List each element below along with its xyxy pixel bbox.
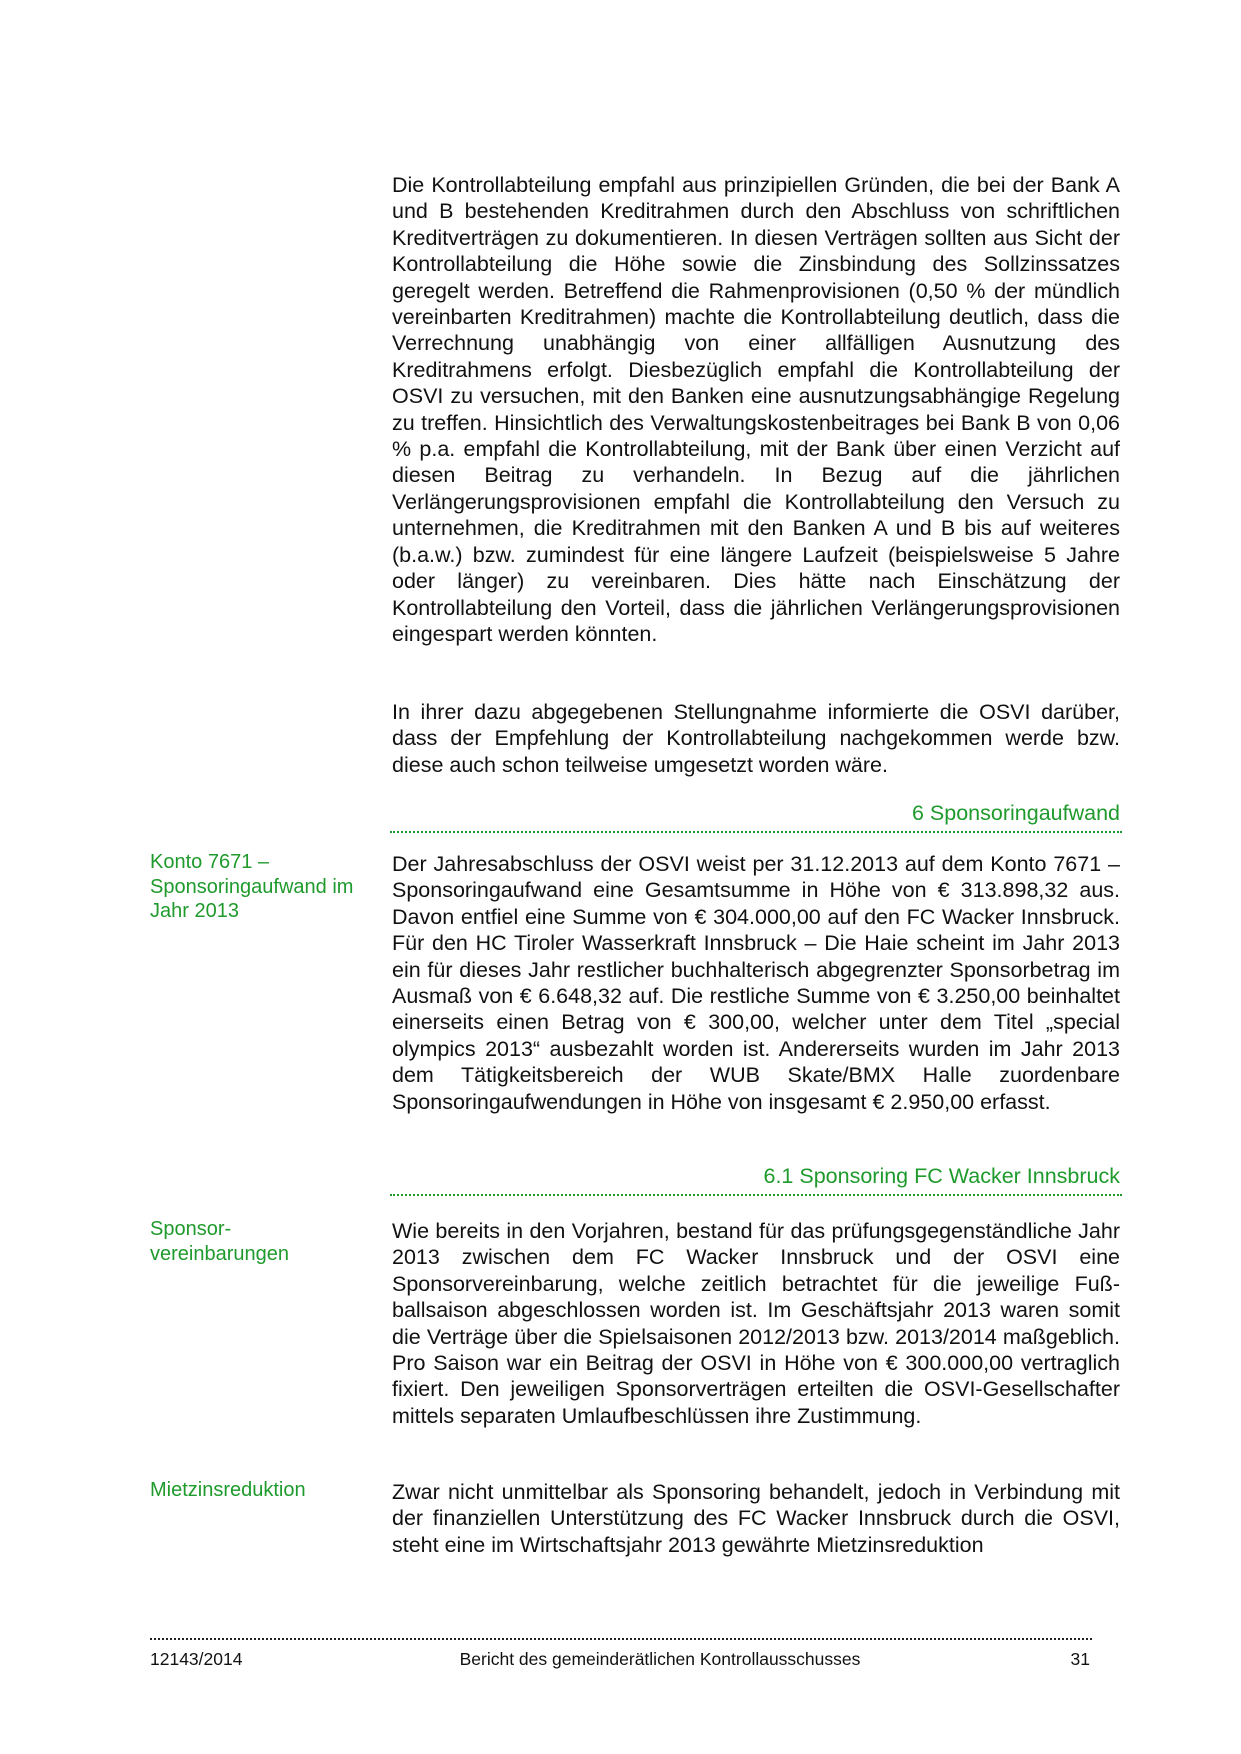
paragraph-stellungnahme: In ihrer dazu abgegebenen Stellungnahme informierte die OSVI darüber, dass der Empfehlung der Kontrollabteilung nachgekommen werde bzw. diese auch schon teilweise umgesetzt worden wäre. bbox=[392, 700, 1120, 777]
paragraph-sponsorvereinbarung: Wie bereits in den Vorjahren, bestand für das prüfungsgegenständliche Jahr 2013 zwischen dem FC Wacker Innsbruck und der OSVI eine Sponsorvereinbarung, welche zeitlich betrachtet für die jeweilige Fußballsaison abgeschlossen worden ist. Im Geschäftsjahr 2013 waren somit die Verträge über die Spielsaisonen 2012/2013 bzw. 2013/2014 maßgeblich. Pro Saison war ein Beitrag der OSVI in Höhe von € 300.000,00 vertraglich fixiert. Den jeweiligen Sponsorverträgen erteilten die OSVI-Gesellschafter mittels separaten Umlaufbeschlüssen ihre Zustimmung. bbox=[392, 1219, 1120, 1428]
margin-note-mietzinsreduktion: Mietzinsreduktion bbox=[150, 1479, 306, 1501]
paragraph-kreditrahmen: Die Kontrollabteilung empfahl aus prinzipiellen Gründen, die bei der Bank A und B bestehenden Kreditrahmen durch den Abschluss von schriftlichen Kreditverträgen zu dokumentieren. In diesen Verträgen sollten aus Sicht der Kontrollabteilung die Höhe sowie die Zinsbindung des Sollzinssatzes geregelt werden. Betreffend die Rahmenprovisionen (0,50 % der mündlich vereinbarten Kreditrahmen) machte die Kontrollabteilung deutlich, dass die Verrechnung unabhängig von einer allfälligen Ausnutzung des Kreditrahmens erfolgt. Diesbezüglich empfahl die Kontrollabteilung der OSVI zu versuchen, mit den Banken eine ausnutzungsabhängige Regelung zu treffen. Hinsichtlich des Verwaltungskostenbeitrages bei Bank B von 0,06 % p.a. empfahl die Kontrollabteilung, mit der Bank über einen Verzicht auf diesen Beitrag zu verhandeln. In Bezug auf die jährlichen Verlängerungsprovisionen empfahl die Kontrollabteilung den Versuch zu unternehmen, die Kreditrahmen mit den Banken A und B bis auf weiteres (b.a.w.) bzw. zumindest für eine längere Laufzeit (beispielsweise 5 Jahre oder länger) zu vereinbaren. Dies hätte nach Einschätzung der Kontrollabteilung den Vorteil, dass die jährlichen Verlängerungsprovisionen eingespart werden könnten. bbox=[392, 173, 1120, 646]
footer-report-title: Bericht des gemeinderätlichen Kontrollausschusses bbox=[459, 1649, 861, 1669]
footer-report-number: 12143/2014 bbox=[150, 1649, 243, 1669]
margin-note-sponsorvereinbarungen: Sponsorvereinbarungen bbox=[150, 1218, 289, 1265]
footer-divider bbox=[150, 1638, 1092, 1640]
footer-page-number: 31 bbox=[1070, 1649, 1090, 1669]
paragraph-mietzinsreduktion: Zwar nicht unmittelbar als Sponsoring behandelt, jedoch in Verbindung mit der finanziellen Unterstützung des FC Wacker Innsbruck durch die OSVI, steht eine im Wirtschaftsjahr 2013 gewährte Mietzinsreduktion bbox=[392, 1480, 1120, 1557]
section-6-1-heading: 6.1 Sponsoring FC Wacker Innsbruck bbox=[763, 1164, 1120, 1188]
section-6-divider bbox=[390, 831, 1122, 833]
margin-note-konto-7671: Konto 7671 – Sponsoringaufwand im Jahr 2013 bbox=[150, 851, 354, 922]
paragraph-sponsoringaufwand: Der Jahresabschluss der OSVI weist per 31.12.2013 auf dem Konto 7671 – Sponsoringaufwand eine Gesamtsumme in Höhe von € 313.898,32 aus. Davon entfiel eine Summe von € 304.000,00 auf den FC Wacker Innsbruck. Für den HC Tiroler Wasserkraft Innsbruck – Die Haie scheint im Jahr 2013 ein für dieses Jahr restlicher buchhalterisch abgegrenzter Sponsorbetrag im Ausmaß von € 6.648,32 auf. Die restliche Summe von € 3.250,00 beinhaltet einerseits einen Betrag von € 300,00, welcher unter dem Titel „special olympics 2013“ ausbezahlt worden ist. Andererseits wurden im Jahr 2013 dem Tätigkeitsbereich der WUB Skate/BMX Halle zuordenbare Sponsoringaufwendungen in Höhe von insgesamt € 2.950,00 erfasst. bbox=[392, 852, 1120, 1114]
section-6-1-divider bbox=[390, 1194, 1122, 1196]
section-6-heading: 6 Sponsoringaufwand bbox=[912, 801, 1120, 825]
